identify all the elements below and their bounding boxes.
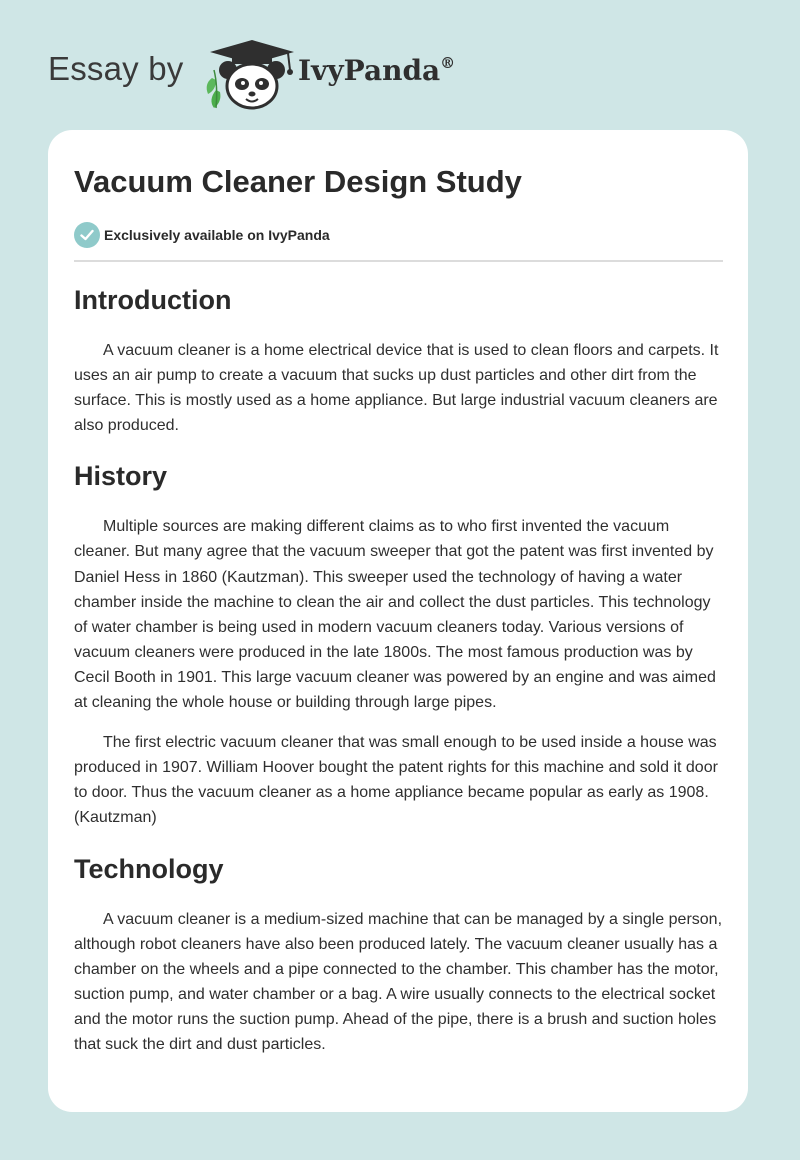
paragraph: A vacuum cleaner is a medium-sized machine that can be managed by a single person, although robot cleaners have also been produced lately. The vacuum cleaner usually has a chamber on the wheels and a pipe connected to the chamber. This chamber has the motor, suction pump, and water chamber or a bag. A wire usually connects to the electrical socket and the motor runs the suction pump. Ahead of the pipe, there is a brush and suction holes that suck the dirt and dust particles. bbox=[74, 910, 723, 1053]
paragraph: Multiple sources are making different claims as to who first invented the vacuum cleaner. But many agree that the vacuum sweeper that got the patent was first invented by Daniel Hess in 1860 (Kautzman). This sweeper used the technology of having a water chamber inside the machine to clean the air and collect the dust particles. This technology of water chamber is being used in modern vacuum cleaners today. Various versions of vacuum cleaners were produced in the late 1800s. The most famous production was by Cecil Booth in 1901. This large vacuum cleaner was powered by an engine and was aimed at cleaning the whole house or building through large pipes. bbox=[74, 518, 716, 712]
paragraph: The first electric vacuum cleaner that was small enough to be used inside a house was produced in 1907. William Hoover bought the patent rights for this machine and sold it door to door. Thus the vacuum cleaner as a home appliance became popular as early as 1908. (Kautzman) bbox=[74, 734, 718, 827]
divider bbox=[74, 260, 723, 262]
paragraph: A vacuum cleaner is a home electrical device that is used to clean floors and carpets. It uses an air pump to create a vacuum that sucks up dust particles and other dirt from the surface. This is mostly used as a home appliance. But large industrial vacuum cleaners are also produced. bbox=[74, 342, 719, 435]
brand-name[interactable]: IvyPanda® bbox=[298, 53, 456, 87]
panda-graduate-icon[interactable] bbox=[202, 34, 302, 112]
section-heading-history: History bbox=[74, 461, 168, 492]
section-heading-technology: Technology bbox=[74, 853, 224, 884]
article-body bbox=[74, 282, 724, 1057]
article-card bbox=[48, 130, 748, 1112]
registered-mark: ® bbox=[440, 53, 456, 72]
exclusive-badge-label: Exclusively available on IvyPanda bbox=[104, 227, 330, 243]
page-title: Vacuum Cleaner Design Study bbox=[74, 164, 522, 199]
essay-by-label: Essay by bbox=[48, 50, 184, 87]
site-header bbox=[48, 30, 648, 110]
check-icon bbox=[74, 222, 100, 248]
section-heading-introduction: Introduction bbox=[74, 285, 232, 315]
exclusive-badge bbox=[74, 222, 330, 248]
